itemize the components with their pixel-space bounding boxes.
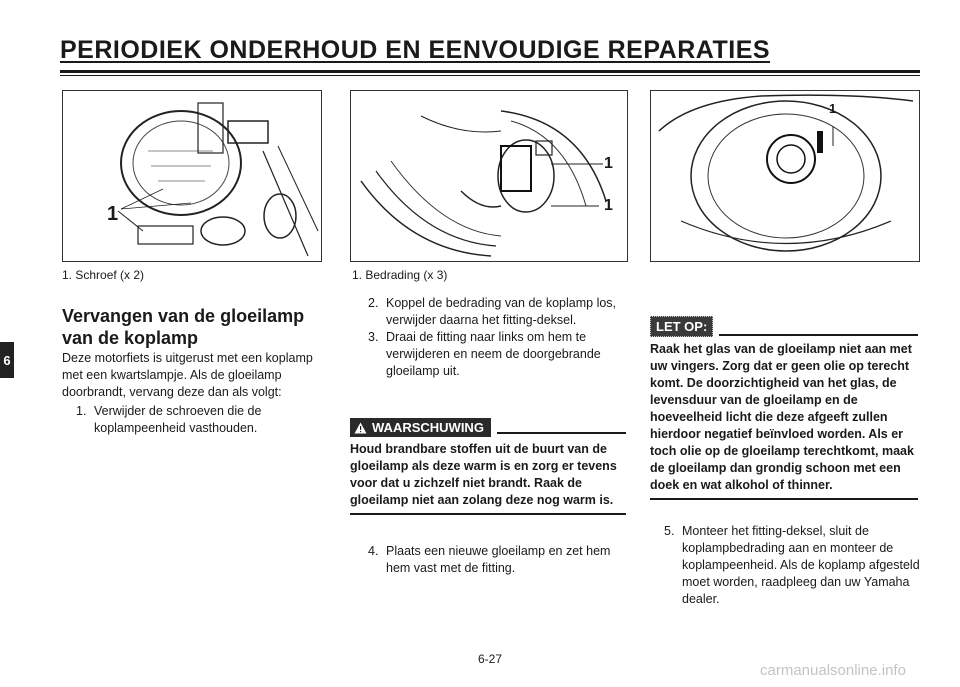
page-number: 6-27 [478, 652, 503, 666]
step-number: 2. [368, 296, 379, 310]
step-number: 4. [368, 544, 379, 558]
list-item [368, 329, 626, 380]
warning-rule [497, 432, 626, 434]
list-item [664, 523, 920, 608]
figure-headlight-wiring [350, 90, 628, 262]
warning-badge [350, 418, 491, 437]
callout-number: 1 [107, 203, 119, 225]
section-heading: Vervangen van de gloeilamp van de koplamp [62, 306, 305, 348]
watermark: carmanualsonline.info [760, 662, 906, 679]
headlight-housing-icon [63, 91, 321, 261]
figure-headlight-screws [62, 90, 322, 262]
step-text: Koppel de bedrading van de koplamp los, verwijder daarna het fitting-deksel. [386, 296, 617, 327]
step-text: Draai de fitting naar links om hem te verwijderen en neem de doorgebrande gloeilamp uit. [386, 330, 601, 378]
figure-caption: 1. Bedrading (x 3) [352, 268, 448, 282]
page-title: PERIODIEK ONDERHOUD EN EENVOUDIGE REPARATIES [60, 36, 771, 64]
intro-paragraph: Deze motorfiets is uitgerust met een koplamp met een kwartslampje. Als de gloeilamp doorbrandt, vervang deze dan als volgt: [62, 351, 313, 399]
warning-header [350, 418, 626, 437]
step-text: Monteer het fitting-deksel, sluit de koplampbedrading aan en monteer de koplampeenheid. Als de koplamp afgesteld moet worden, raadpleeg dan uw Yamaha dealer. [682, 524, 920, 606]
step-list-col3 [664, 523, 920, 608]
step-list-col2b [368, 543, 626, 577]
step-number: 1. [76, 404, 87, 418]
step-list-col2 [368, 295, 626, 380]
figure-bulb-socket [650, 90, 920, 262]
warning-label: WAARSCHUWING [372, 420, 484, 435]
warning-text: Houd brandbare stoffen uit de buurt van de gloeilamp als deze warm is en zorg er tevens voor dat u zichzelf niet brandt. Raak de gloeilamp niet aan zolang deze nog warm is. [350, 442, 617, 507]
warning-box [350, 418, 626, 515]
list-item [368, 295, 626, 329]
step-number: 3. [368, 330, 379, 344]
caution-text: Raak het glas van de gloeilamp niet aan met uw vingers. Zorg dat er geen olie op terecht komt. De doorzichtigheid van het glas, de levensduur van de gloeilamp en de hoeveelheid licht die deze afgeeft zullen hierdoor negatief beïnvloed worden. Als er toch olie op de gloeilamp terechtkomt, maak de gloeilamp dan grondig schoon met een doek en wat alkohol of thinner. [650, 342, 914, 492]
header-rule [60, 70, 920, 73]
warning-bottom-rule [350, 513, 626, 515]
step-text: Verwijder de schroeven die de koplampeenheid vasthouden. [94, 404, 262, 435]
figure-caption: 1. Schroef (x 2) [62, 268, 145, 282]
chapter-tab[interactable]: 6 [0, 342, 14, 378]
caution-bottom-rule [650, 498, 918, 500]
step-number: 5. [664, 524, 675, 538]
callout-number: 1 [604, 155, 613, 172]
caution-header [650, 316, 918, 337]
callout-number: 1 [829, 101, 837, 116]
caution-badge: LET OP: [650, 316, 713, 337]
callout-number: 1 [604, 197, 613, 214]
list-item [368, 543, 626, 577]
headlight-wiring-icon [351, 91, 627, 261]
header-rule-thin [60, 75, 920, 76]
step-list-col1 [76, 403, 322, 437]
caution-rule [719, 334, 918, 336]
bulb-socket-icon [651, 91, 919, 261]
list-item [76, 403, 322, 437]
warning-triangle-icon [354, 422, 367, 434]
step-text: Plaats een nieuwe gloeilamp en zet hem hem vast met de fitting. [386, 544, 611, 575]
caution-box [650, 316, 918, 500]
